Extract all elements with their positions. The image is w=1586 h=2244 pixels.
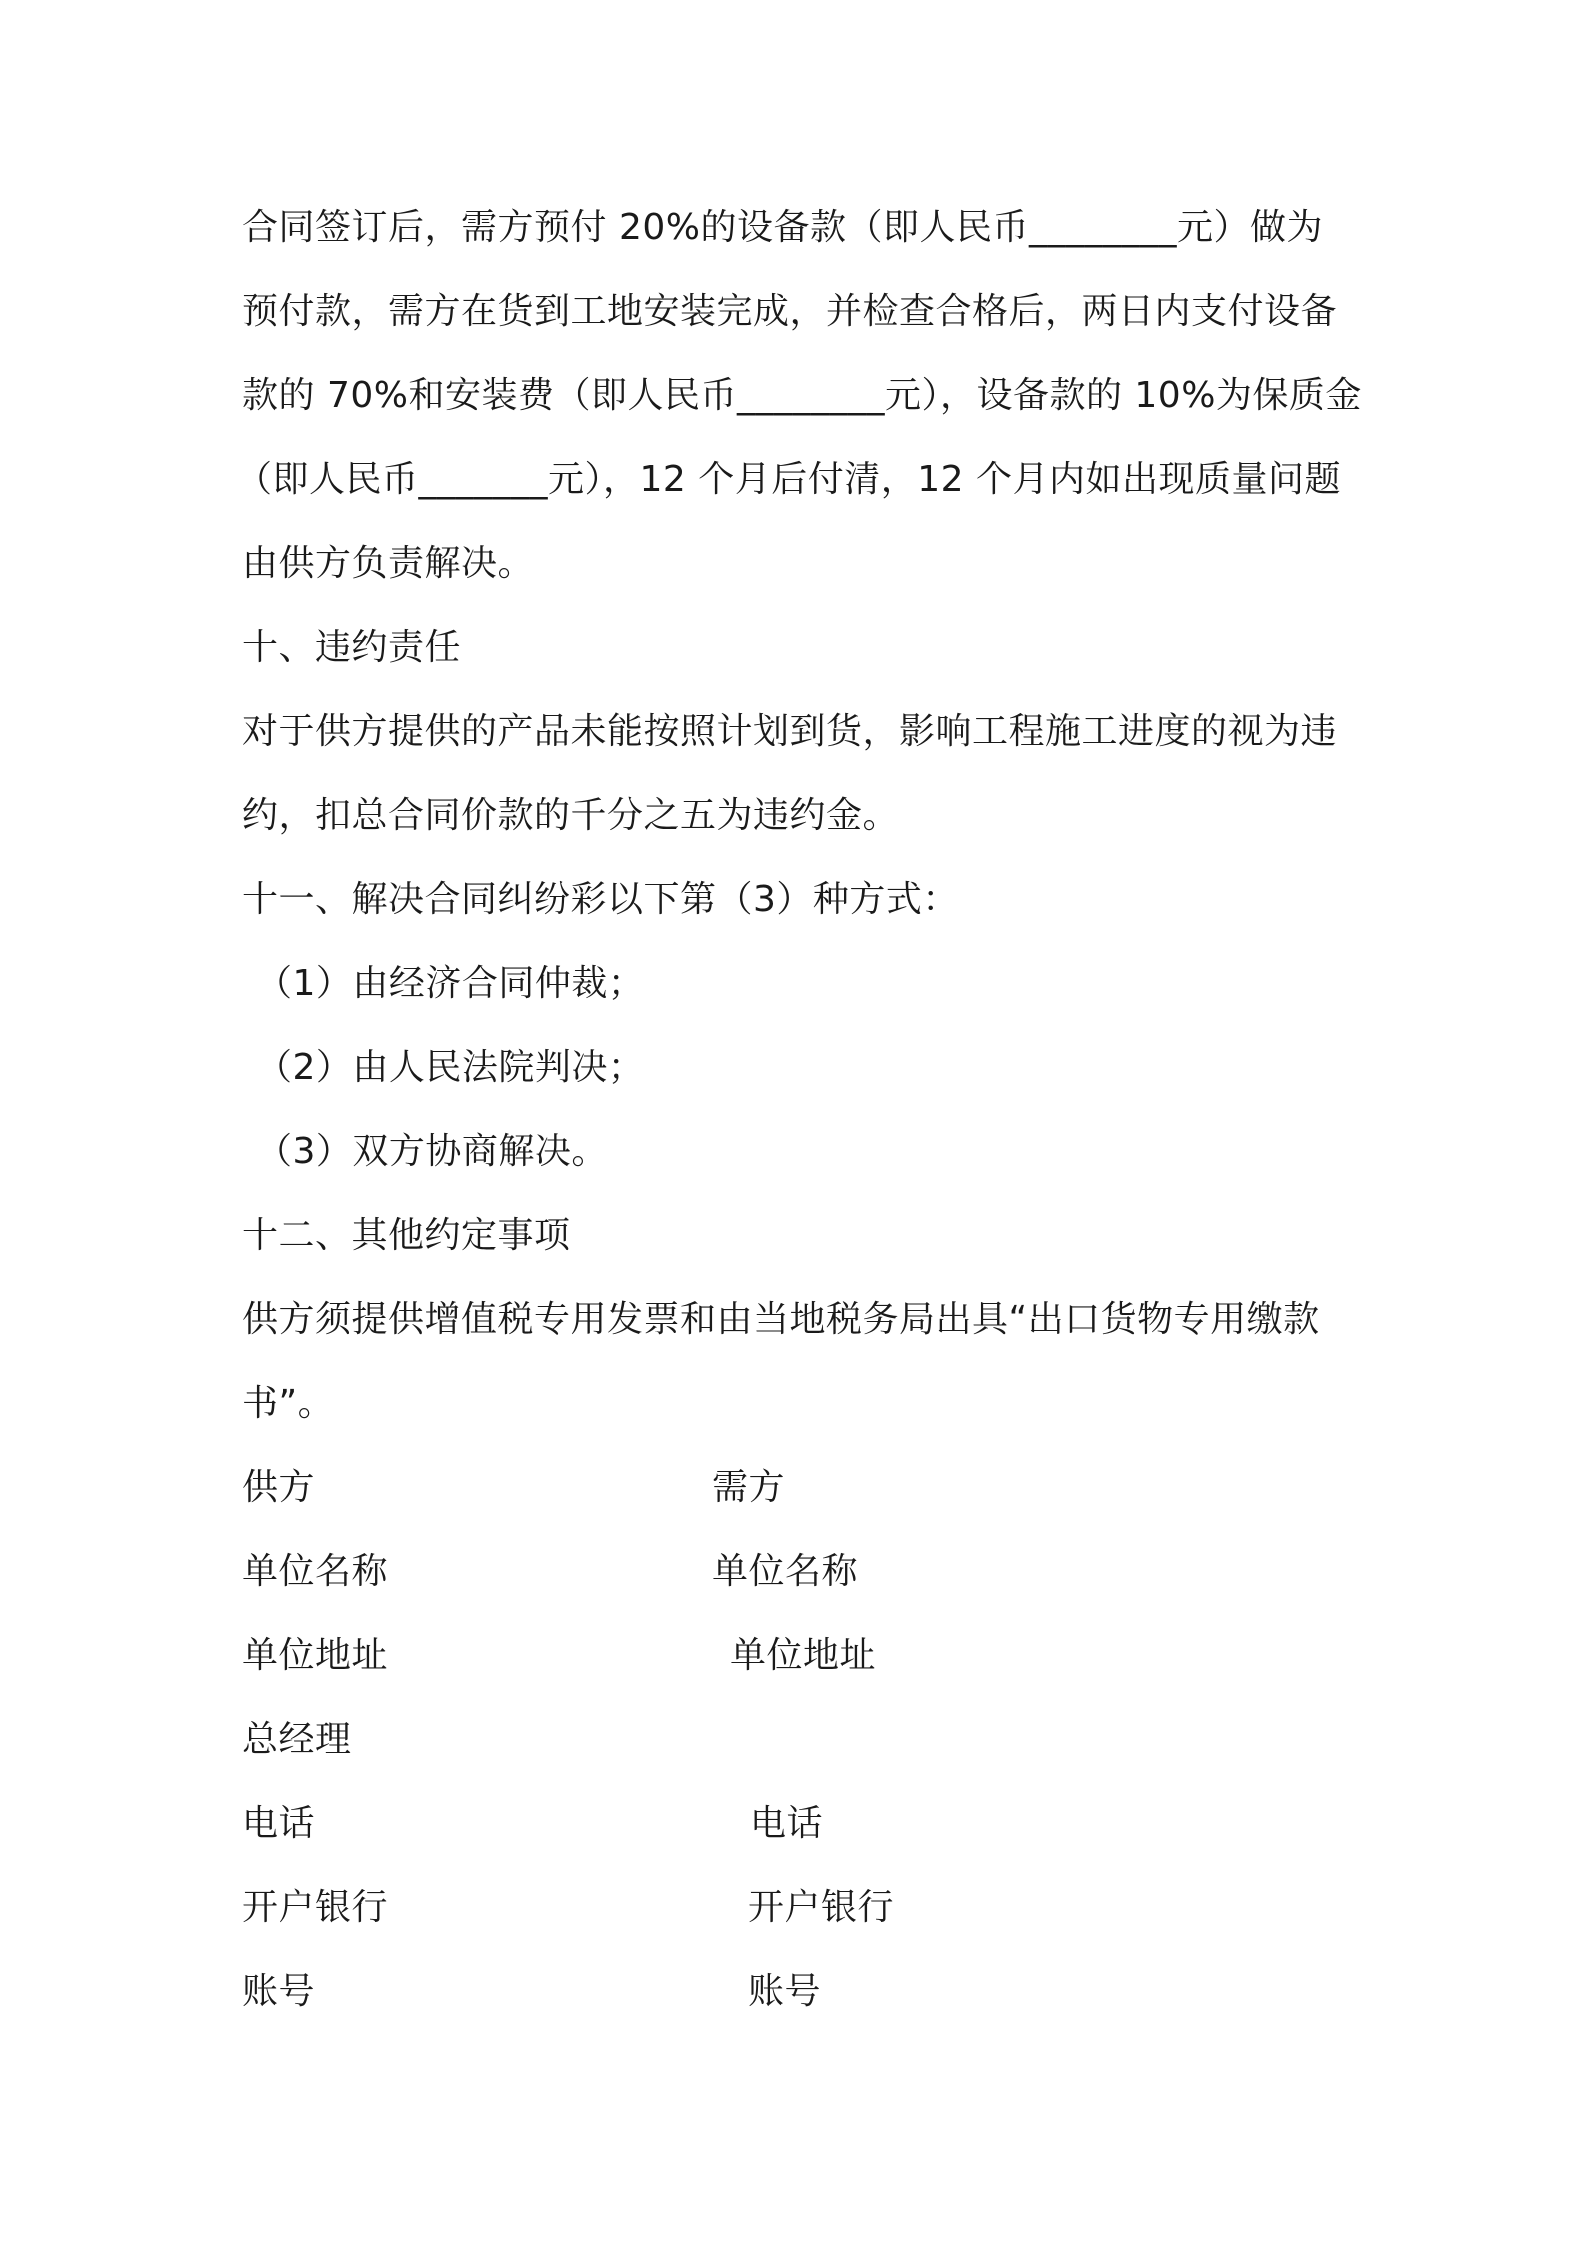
buyer-name-label: 单位名称 [712,1551,859,1592]
supplier-bank-label: 开户银行 [242,1887,389,1928]
paragraph-line: 供方须提供增值税专用发票和由当地税务局出具“出口货物专用缴款 [242,1299,1320,1340]
paragraph-line: 对于供方提供的产品未能按照计划到货，影响工程施工进度的视为违 [242,711,1338,752]
buyer-bank-label: 开户银行 [748,1887,895,1928]
paragraph-line: （即人民币_______元），12 个月后付清，12 个月内如出现质量问题 [236,459,1342,500]
section-heading-other: 十二、其他约定事项 [242,1215,571,1256]
buyer-address-label: 单位地址 [730,1635,877,1676]
buyer-account-label: 账号 [748,1971,822,2012]
list-item: （2）由人民法院判决； [256,1047,645,1088]
supplier-party-label: 供方 [242,1467,316,1508]
paragraph-line: 款的 70%和安装费（即人民币________元），设备款的 10%为保质金 [242,375,1362,416]
supplier-manager-label: 总经理 [242,1719,352,1760]
paragraph-line: 约，扣总合同价款的千分之五为违约金。 [242,795,900,836]
supplier-account-label: 账号 [242,1971,316,2012]
list-item: （3）双方协商解决。 [256,1131,608,1172]
paragraph-line: 书”。 [242,1383,335,1424]
paragraph-line: 预付款，需方在货到工地安装完成，并检查合格后，两日内支付设备 [242,291,1338,332]
supplier-phone-label: 电话 [242,1803,316,1844]
buyer-party-label: 需方 [712,1467,786,1508]
paragraph-line: 合同签订后，需方预付 20%的设备款（即人民币________元）做为 [242,207,1323,248]
buyer-phone-label: 电话 [750,1803,824,1844]
supplier-address-label: 单位地址 [242,1635,389,1676]
paragraph-line: 由供方负责解决。 [242,543,535,584]
supplier-name-label: 单位名称 [242,1551,389,1592]
list-item: （1）由经济合同仲裁； [256,963,645,1004]
section-heading-dispute: 十一、解决合同纠纷彩以下第（3）种方式： [242,879,959,920]
section-heading-breach: 十、违约责任 [242,627,462,668]
